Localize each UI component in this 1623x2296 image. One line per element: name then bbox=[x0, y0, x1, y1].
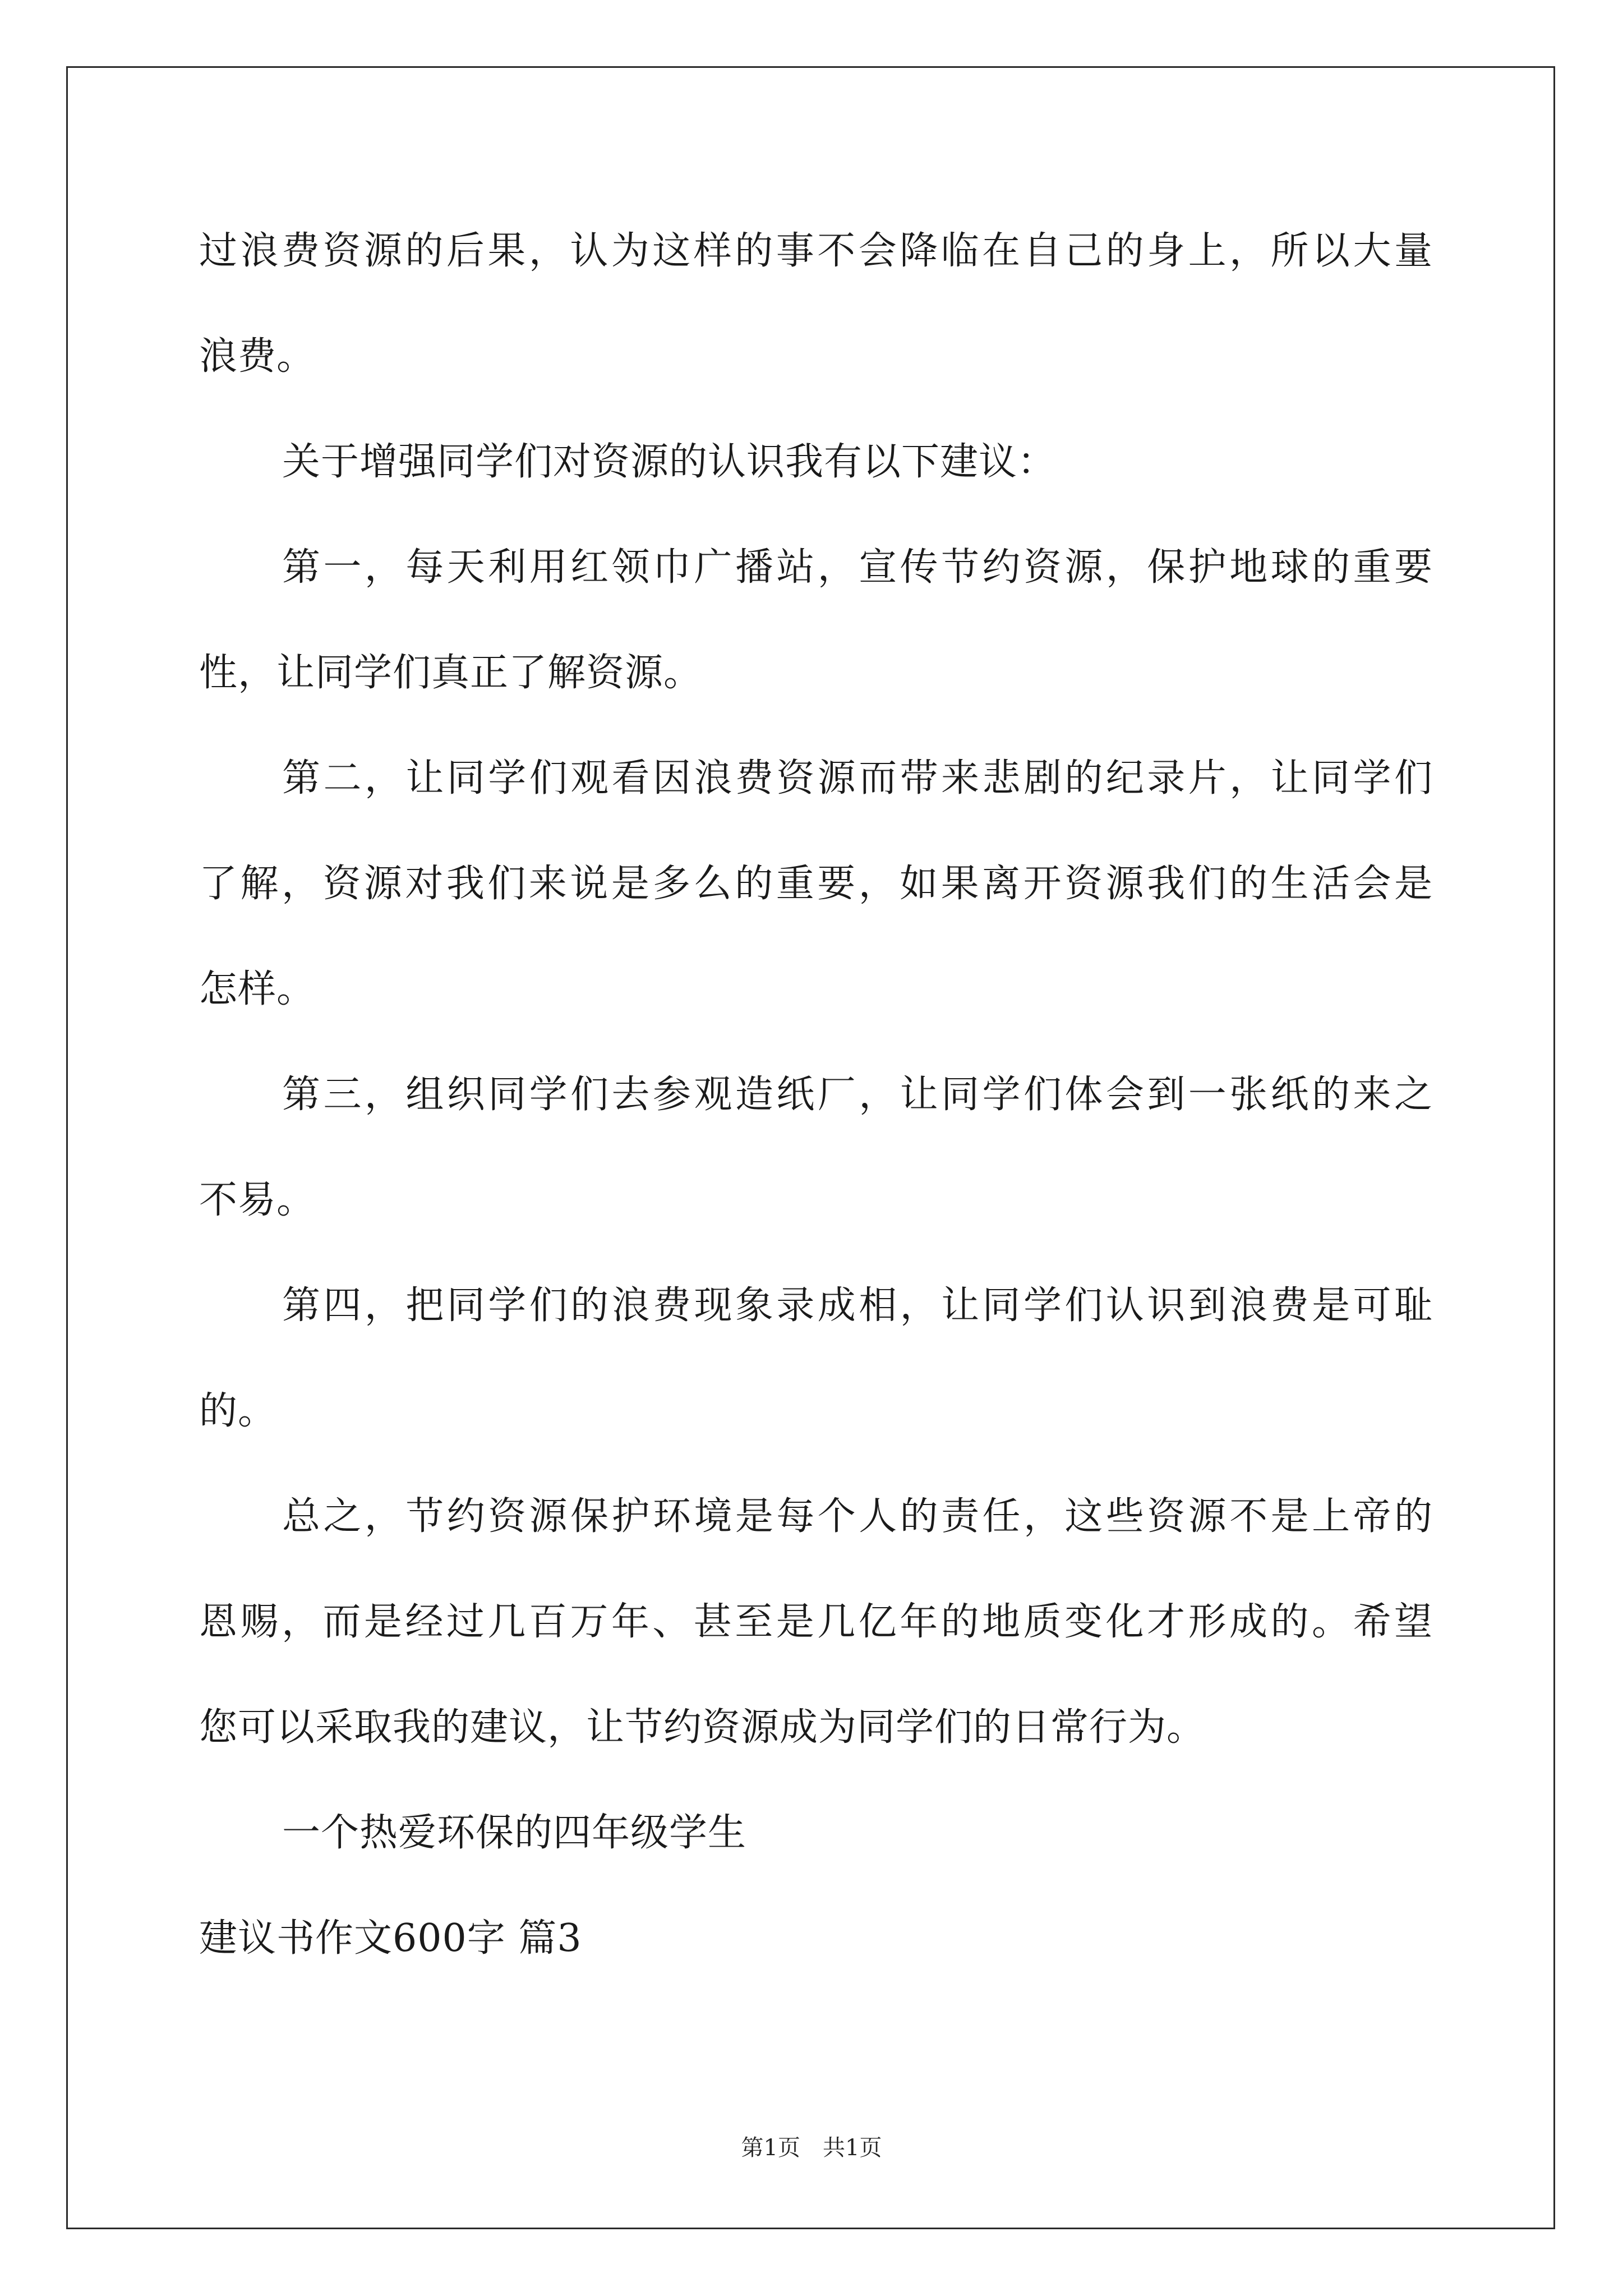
signature-line: 一个热爱环保的四年级学生 bbox=[282, 1811, 747, 1855]
text-line: 您可以采取我的建议，让节约资源成为同学们的日常行为。 bbox=[199, 1705, 1206, 1750]
text-line: 性，让同学们真正了解资源。 bbox=[199, 651, 703, 695]
page-border bbox=[66, 66, 1555, 2229]
text-line: 第四，把同学们的浪费现象录成相，让同学们认识到浪费是可耻 bbox=[282, 1283, 1433, 1328]
text-line: 的。 bbox=[199, 1389, 277, 1433]
text-line: 第一，每天利用红领巾广播站，宣传节约资源，保护地球的重要 bbox=[282, 545, 1433, 590]
text-line: 不易。 bbox=[199, 1178, 316, 1222]
text-line: 过浪费资源的后果，认为这样的事不会降临在自己的身上，所以大量 bbox=[199, 229, 1433, 273]
text-line: 第二，让同学们观看因浪费资源而带来悲剧的纪录片，让同学们 bbox=[282, 756, 1433, 800]
text-line: 总之，节约资源保护环境是每个人的责任，这些资源不是上帝的 bbox=[282, 1494, 1433, 1539]
text-line: 关于增强同学们对资源的认识我有以下建议： bbox=[282, 440, 1057, 484]
text-line: 怎样。 bbox=[199, 967, 316, 1011]
page-footer: 第1页 共1页 bbox=[741, 2135, 882, 2161]
section-heading: 建议书作文600字 篇3 bbox=[199, 1916, 582, 1961]
text-line: 恩赐，而是经过几百万年、甚至是几亿年的地质变化才形成的。希望 bbox=[199, 1600, 1433, 1644]
text-line: 第三，组织同学们去参观造纸厂，让同学们体会到一张纸的来之 bbox=[282, 1073, 1433, 1117]
text-line: 浪费。 bbox=[199, 334, 316, 379]
text-line: 了解，资源对我们来说是多么的重要，如果离开资源我们的生活会是 bbox=[199, 862, 1433, 906]
